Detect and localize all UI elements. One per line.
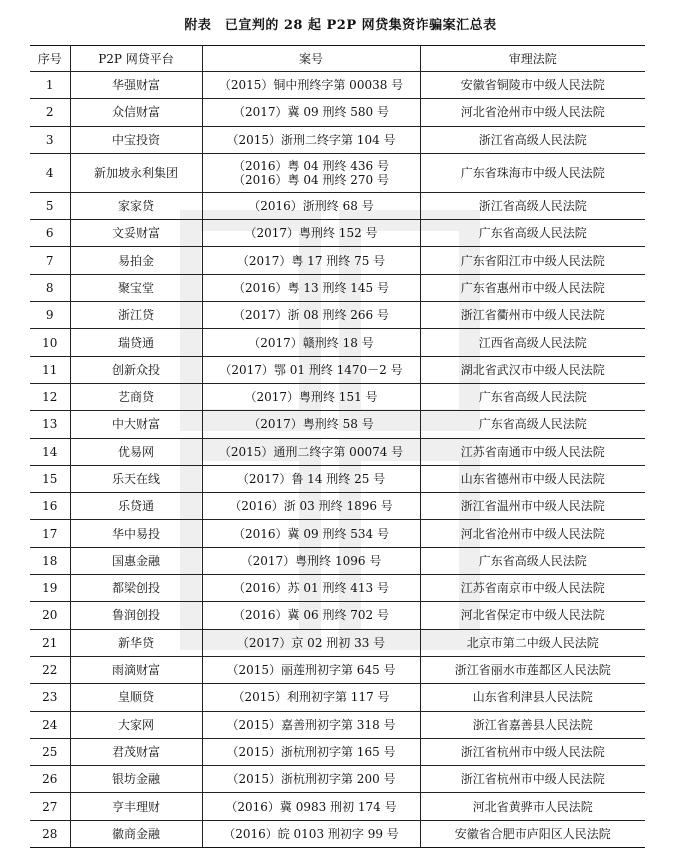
- header-platform: P2P 网贷平台: [70, 46, 202, 72]
- row-platform: 华强财富: [70, 72, 202, 99]
- case-number-line: （2015）浙杭刑初字第 165 号: [226, 744, 396, 759]
- row-court: 北京市第二中级人民法院: [420, 629, 645, 656]
- case-number-line: （2015）通刑二终字第 00074 号: [218, 444, 404, 459]
- row-index: 22: [30, 656, 70, 683]
- table-row: [30, 793, 645, 820]
- row-case-number: [202, 711, 420, 738]
- row-platform: 众信财富: [70, 99, 202, 126]
- case-number-line: （2016）浙刑终 68 号: [248, 199, 374, 214]
- case-number-line: （2015）浙刑二终字第 104 号: [226, 132, 396, 147]
- table-row: [30, 411, 645, 438]
- case-number-line: （2017）粤刑终 152 号: [244, 226, 378, 241]
- case-number-line: （2016）冀 09 刑终 534 号: [233, 526, 389, 541]
- table-row: [30, 126, 645, 153]
- table-row: [30, 575, 645, 602]
- row-platform: 华中易投: [70, 520, 202, 547]
- table-row: [30, 99, 645, 126]
- table-row: [30, 383, 645, 410]
- case-number-line: （2017）冀 09 刑终 580 号: [233, 105, 389, 120]
- case-number-line: （2017）鄂 01 刑终 1470－2 号: [219, 362, 403, 377]
- row-platform: 国惠金融: [70, 547, 202, 574]
- row-court: 浙江省高级人民法院: [420, 192, 645, 219]
- row-court: 浙江省温州市中级人民法院: [420, 493, 645, 520]
- table-row: [30, 602, 645, 629]
- row-case-number: [202, 99, 420, 126]
- row-court: 广东省惠州市中级人民法院: [420, 274, 645, 301]
- row-case-number: [202, 192, 420, 219]
- table-row: [30, 547, 645, 574]
- row-platform: 大家网: [70, 711, 202, 738]
- row-index: 6: [30, 220, 70, 247]
- row-index: 26: [30, 766, 70, 793]
- row-court: 广东省高级人民法院: [420, 383, 645, 410]
- row-index: 7: [30, 247, 70, 274]
- table-body: [30, 72, 645, 848]
- row-platform: 银坊金融: [70, 766, 202, 793]
- row-index: 3: [30, 126, 70, 153]
- table-row: [30, 302, 645, 329]
- case-number-line: （2017）粤 17 刑终 75 号: [236, 253, 386, 268]
- case-number-line: （2016）粤 04 刑终 270 号: [233, 172, 389, 187]
- row-platform: 文妥财富: [70, 220, 202, 247]
- row-case-number: [202, 411, 420, 438]
- case-number-line: （2016）冀 06 刑终 702 号: [233, 608, 389, 623]
- row-platform: 新加坡永利集团: [70, 153, 202, 192]
- case-number-line: （2015）浙杭刑初字第 200 号: [226, 772, 396, 787]
- row-case-number: [202, 274, 420, 301]
- case-number-line: （2017）京 02 刑初 33 号: [236, 635, 386, 650]
- row-index: 11: [30, 356, 70, 383]
- case-number-line: （2017）粤刑终 58 号: [248, 417, 374, 432]
- row-case-number: [202, 684, 420, 711]
- row-platform: 艺商贷: [70, 383, 202, 410]
- case-number-line: （2017）浙 08 刑终 266 号: [233, 308, 389, 323]
- header-case-number: 案号: [202, 46, 420, 72]
- row-court: 浙江省高级人民法院: [420, 126, 645, 153]
- row-case-number: [202, 356, 420, 383]
- table-row: [30, 220, 645, 247]
- row-case-number: [202, 766, 420, 793]
- table-row: [30, 711, 645, 738]
- row-court: 山东省利津县人民法院: [420, 684, 645, 711]
- case-number-line: （2016）苏 01 刑终 413 号: [233, 581, 389, 596]
- row-case-number: [202, 575, 420, 602]
- case-number-line: （2016）浙 03 刑终 1896 号: [229, 499, 393, 514]
- header-index: 序号: [30, 46, 70, 72]
- row-index: 16: [30, 493, 70, 520]
- row-case-number: [202, 656, 420, 683]
- row-platform: 徽商金融: [70, 820, 202, 847]
- case-number-line: （2017）鲁 14 刑终 25 号: [236, 472, 386, 486]
- table-row: [30, 656, 645, 683]
- row-court: 河北省保定市中级人民法院: [420, 602, 645, 629]
- row-platform: 中大财富: [70, 411, 202, 438]
- case-number-line: （2015）利刑初字第 117 号: [232, 690, 390, 705]
- table-row: [30, 72, 645, 99]
- row-court: 河北省沧州市中级人民法院: [420, 520, 645, 547]
- row-platform: 亨丰理财: [70, 793, 202, 820]
- table-header-row: [30, 46, 645, 72]
- row-platform: 浙江贷: [70, 302, 202, 329]
- row-case-number: [202, 247, 420, 274]
- row-index: 5: [30, 192, 70, 219]
- row-court: 安徽省合肥市庐阳区人民法院: [420, 820, 645, 847]
- row-case-number: [202, 738, 420, 765]
- table-row: [30, 274, 645, 301]
- row-platform: 优易网: [70, 438, 202, 465]
- row-index: 8: [30, 274, 70, 301]
- table-row: [30, 820, 645, 847]
- row-court: 广东省高级人民法院: [420, 220, 645, 247]
- table-row: [30, 356, 645, 383]
- row-index: 12: [30, 383, 70, 410]
- row-case-number: [202, 493, 420, 520]
- row-case-number: [202, 72, 420, 99]
- row-case-number: [202, 126, 420, 153]
- row-platform: 雨滴财富: [70, 656, 202, 683]
- row-court: 山东省德州市中级人民法院: [420, 465, 645, 492]
- row-index: 27: [30, 793, 70, 820]
- table-row: [30, 438, 645, 465]
- table-row: [30, 153, 645, 192]
- table-row: [30, 493, 645, 520]
- row-case-number: [202, 602, 420, 629]
- row-court: 浙江省杭州市中级人民法院: [420, 738, 645, 765]
- row-court: 江苏省南京市中级人民法院: [420, 575, 645, 602]
- row-index: 2: [30, 99, 70, 126]
- row-court: 安徽省铜陵市中级人民法院: [420, 72, 645, 99]
- case-number-line: （2017）粤刑终 151 号: [244, 390, 378, 405]
- row-case-number: [202, 383, 420, 410]
- case-number-line: （2015）嘉善刑初字第 318 号: [226, 717, 396, 732]
- row-court: 湖北省武汉市中级人民法院: [420, 356, 645, 383]
- row-index: 25: [30, 738, 70, 765]
- row-index: 15: [30, 465, 70, 492]
- row-platform: 君茂财富: [70, 738, 202, 765]
- row-index: 13: [30, 411, 70, 438]
- row-platform: 中宝投资: [70, 126, 202, 153]
- row-index: 17: [30, 520, 70, 547]
- case-summary-table: [30, 45, 645, 848]
- row-court: 河北省黄骅市人民法院: [420, 793, 645, 820]
- row-platform: 新华贷: [70, 629, 202, 656]
- table-row: [30, 329, 645, 356]
- row-platform: 创新众投: [70, 356, 202, 383]
- header-court: 审理法院: [420, 46, 645, 72]
- row-case-number: [202, 820, 420, 847]
- row-index: 18: [30, 547, 70, 574]
- row-index: 28: [30, 820, 70, 847]
- row-case-number: [202, 329, 420, 356]
- case-number-line: （2015）铜中刑终字第 00038 号: [218, 78, 404, 93]
- row-court: 江西省高级人民法院: [420, 329, 645, 356]
- table-row: [30, 465, 645, 492]
- row-platform: 易拍金: [70, 247, 202, 274]
- row-case-number: [202, 465, 420, 492]
- row-index: 4: [30, 153, 70, 192]
- row-index: 21: [30, 629, 70, 656]
- row-platform: 乐贷通: [70, 493, 202, 520]
- row-platform: 鲁润创投: [70, 602, 202, 629]
- table-title: 附表 已宣判的 28 起 P2P 网贷集资诈骗案汇总表: [184, 18, 497, 33]
- row-case-number: [202, 220, 420, 247]
- row-index: 14: [30, 438, 70, 465]
- table-row: [30, 738, 645, 765]
- row-court: 浙江省衢州市中级人民法院: [420, 302, 645, 329]
- row-platform: 瑞贷通: [70, 329, 202, 356]
- row-index: 24: [30, 711, 70, 738]
- row-case-number: [202, 629, 420, 656]
- table-row: [30, 766, 645, 793]
- table-row: [30, 247, 645, 274]
- case-number-line: （2016）粤 13 刑终 145 号: [233, 280, 389, 295]
- table-row: [30, 192, 645, 219]
- case-number-line: （2016）粤 04 刑终 436 号: [233, 158, 389, 173]
- row-case-number: [202, 153, 420, 192]
- row-court: 浙江省嘉善县人民法院: [420, 711, 645, 738]
- row-case-number: [202, 793, 420, 820]
- row-court: 广东省阳江市中级人民法院: [420, 247, 645, 274]
- table-row: [30, 629, 645, 656]
- table-row: [30, 520, 645, 547]
- row-platform: 家家贷: [70, 192, 202, 219]
- row-case-number: [202, 302, 420, 329]
- row-platform: 都梁创投: [70, 575, 202, 602]
- row-platform: 皇顺贷: [70, 684, 202, 711]
- row-court: 浙江省杭州市中级人民法院: [420, 766, 645, 793]
- row-court: 广东省高级人民法院: [420, 411, 645, 438]
- case-number-line: （2015）丽莲刑初字第 645 号: [226, 663, 396, 678]
- row-court: 广东省珠海市中级人民法院: [420, 153, 645, 192]
- row-case-number: [202, 438, 420, 465]
- row-court: 江苏省南通市中级人民法院: [420, 438, 645, 465]
- row-court: 河北省沧州市中级人民法院: [420, 99, 645, 126]
- case-number-line: （2017）赣刑终 18 号: [248, 335, 374, 350]
- case-number-line: （2016）冀 0983 刑初 174 号: [225, 799, 397, 814]
- row-index: 19: [30, 575, 70, 602]
- row-index: 9: [30, 302, 70, 329]
- row-index: 1: [30, 72, 70, 99]
- row-index: 10: [30, 329, 70, 356]
- row-platform: 聚宝堂: [70, 274, 202, 301]
- row-court: 浙江省丽水市莲都区人民法院: [420, 656, 645, 683]
- row-case-number: [202, 520, 420, 547]
- row-index: 23: [30, 684, 70, 711]
- case-number-line: （2017）粤刑终 1096 号: [240, 553, 382, 568]
- row-index: 20: [30, 602, 70, 629]
- case-number-line: （2016）皖 0103 刑初字 99 号: [223, 826, 399, 841]
- row-platform: 乐天在线: [70, 465, 202, 492]
- row-court: 广东省高级人民法院: [420, 547, 645, 574]
- row-case-number: [202, 547, 420, 574]
- table-row: [30, 684, 645, 711]
